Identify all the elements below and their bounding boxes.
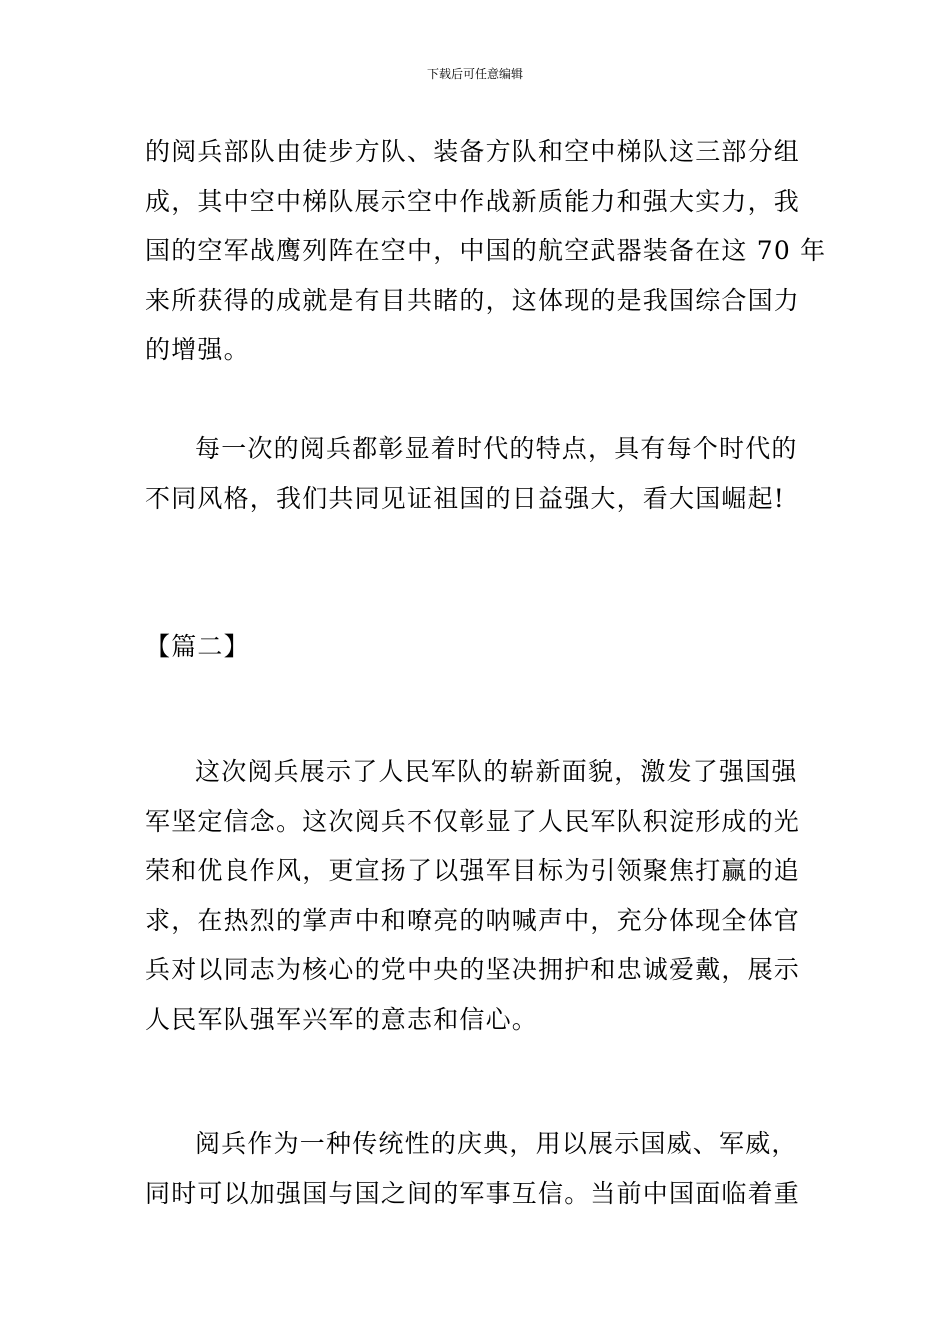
paragraph-line: 的增强。 bbox=[145, 335, 250, 364]
paragraph-2 bbox=[145, 424, 810, 523]
paragraph-line: 兵对以同志为核心的党中央的坚决拥护和忠诚爱戴，展示 bbox=[145, 955, 801, 984]
paragraph-line: 荣和优良作风，更宣扬了以强军目标为引领聚焦打赢的追 bbox=[145, 856, 801, 885]
paragraph-line: 国的空军战鹰列阵在空中，中国的航空武器装备在这 70 年 bbox=[145, 236, 827, 265]
paragraph-line: 每一次的阅兵都彰显着时代的特点，具有每个时代的 bbox=[195, 434, 798, 463]
paragraph-3 bbox=[145, 747, 810, 1044]
paragraph-1 bbox=[145, 127, 827, 375]
paragraph-line: 求，在热烈的掌声中和嘹亮的呐喊声中，充分体现全体官 bbox=[145, 905, 801, 935]
paragraph-4 bbox=[145, 1119, 810, 1218]
paragraph-line: 不同风格，我们共同见证祖国的日益强大，看大国崛起! bbox=[145, 483, 786, 513]
section-heading-text: 【篇二】 bbox=[145, 632, 250, 661]
section-heading bbox=[145, 622, 810, 672]
paragraph-line: 人民军队强军兴军的意志和信心。 bbox=[145, 1004, 539, 1034]
paragraph-line: 成，其中空中梯队展示空中作战新质能力和强大实力，我 bbox=[145, 186, 801, 216]
paragraph-line: 这次阅兵展示了人民军队的崭新面貌，激发了强国强 bbox=[195, 757, 798, 786]
paragraph-line: 来所获得的成就是有目共睹的，这体现的是我国综合国力 bbox=[145, 285, 801, 315]
paragraph-line: 的阅兵部队由徒步方队、装备方队和空中梯队这三部分组 bbox=[145, 137, 801, 166]
page-header: 下载后可任意编辑 bbox=[426, 67, 523, 81]
paragraph-line: 军坚定信念。这次阅兵不仅彰显了人民军队积淀形成的光 bbox=[145, 806, 801, 836]
paragraph-line: 阅兵作为一种传统性的庆典，用以展示国威、军威， bbox=[195, 1129, 798, 1158]
paragraph-line: 同时可以加强国与国之间的军事互信。当前中国面临着重 bbox=[145, 1178, 801, 1208]
